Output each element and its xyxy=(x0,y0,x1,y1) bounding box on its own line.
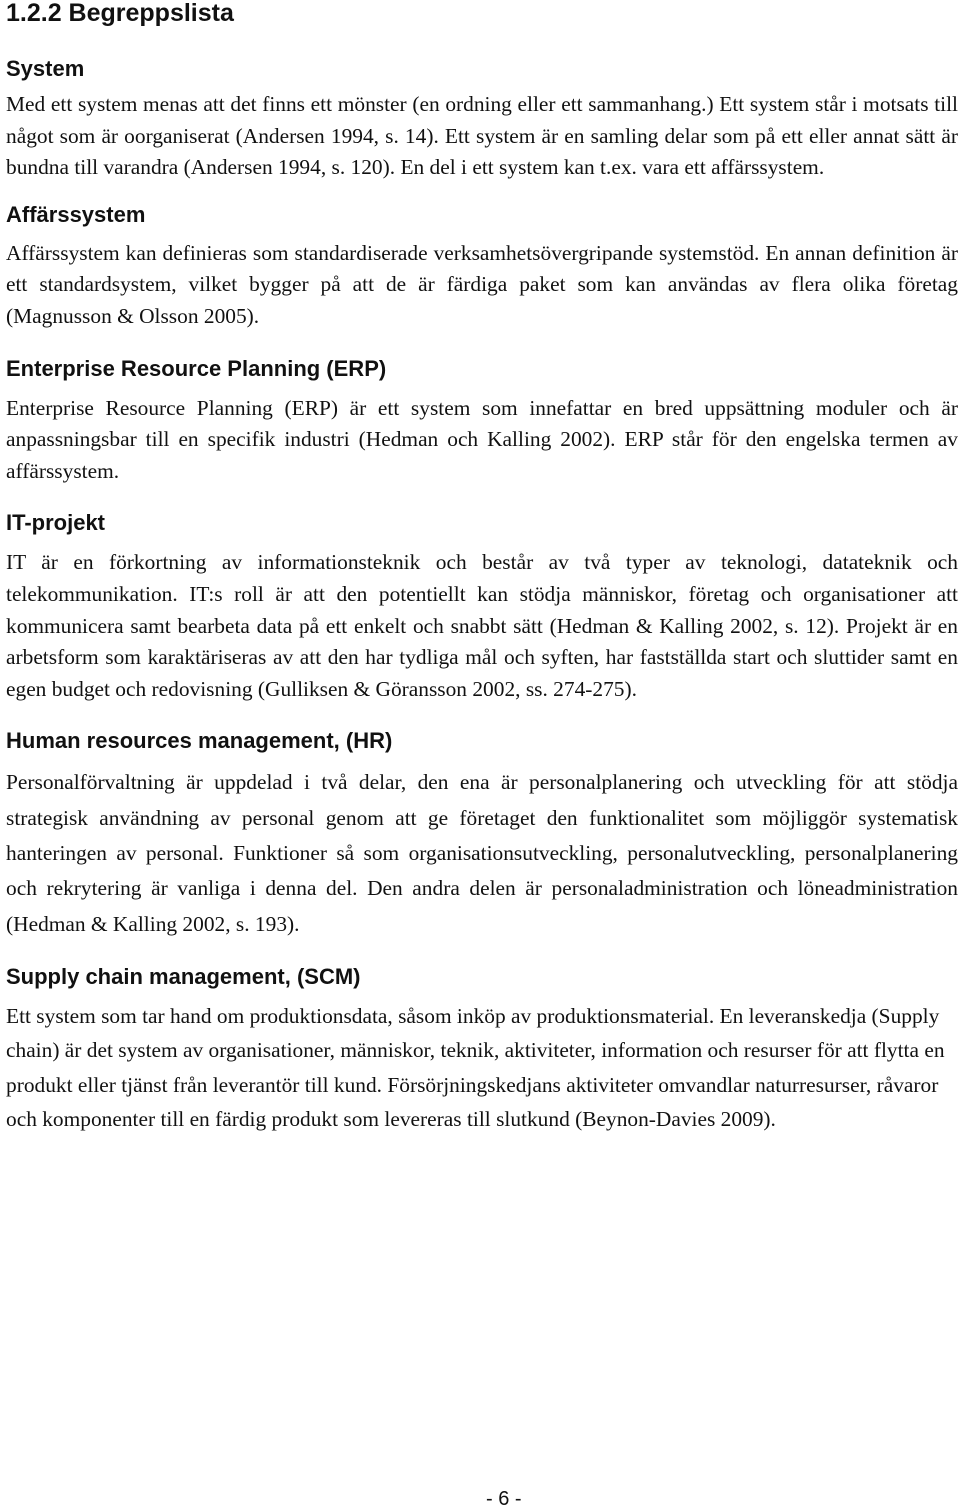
section-body-erp: Enterprise Resource Planning (ERP) är ett system som innefattar en bred uppsättning moduler och är anpassningsbar till en specifik industri (Hedman och Kalling 2002). ERP står för den engelska termen av affärssystem. xyxy=(6,395,958,483)
section-body-system: Med ett system menas att det finns ett mönster (en ordning eller ett sammanhang.) Ett system står i motsats till något som är oorganiserat (Andersen 1994, s. 14). Ett system är en samling delar som på ett eller annat sätt är bundna till varandra (Andersen 1994, s. 120). En del i ett system kan t.ex. vara ett affärssystem. xyxy=(6,92,958,180)
section-heading-hr: Human resources management, (HR) xyxy=(6,728,393,754)
section-body-scm: Ett system som tar hand om produktionsdata, såsom inköp av produktionsmaterial. En leveranskedja (Supply chain) är det system av organisationer, människor, teknik, aktiviteter, information och resurser för att flytta en produkt eller tjänst från leverantör till kund. Försörjningskedjans aktiviteter omvandlar naturresurser, råvaror och komponenter till en färdig produkt som levereras till slutkund (Beynon-Davies 2009). xyxy=(6,1003,945,1132)
section-heading-erp: Enterprise Resource Planning (ERP) xyxy=(6,355,387,381)
section-body-affarssystem: Affärssystem kan definieras som standardiserade verksamhetsövergripande systemstöd. En annan definition är ett standardsystem, vilket bygger på att de är färdiga paket som kan användas av flera olika företag (Magnusson & Olsson 2005). xyxy=(6,240,958,328)
page-number: - 6 - xyxy=(486,1488,522,1510)
document-page xyxy=(6,0,958,1136)
section-heading-system: System xyxy=(6,56,85,81)
section-heading-scm: Supply chain management, (SCM) xyxy=(6,963,361,989)
section-heading-it-projekt: IT-projekt xyxy=(6,510,106,536)
chapter-heading: 1.2.2 Begreppslista xyxy=(6,0,234,27)
section-heading-affarssystem: Affärssystem xyxy=(6,201,146,227)
section-body-it-projekt: IT är en förkortning av informationsteknik och består av två typer av teknologi, datateknik och telekommunikation. IT:s roll är att den potentiellt kan stödja människor, företag och organisationer att kommunicera samt bearbeta data på ett enkelt och snabbt sätt (Hedman & Kalling 2002, s. 12). Projekt är en arbetsform som karaktäriseras av att den har tydliga mål och syften, har fastställda start och sluttider samt en egen budget och redovisning (Gulliksen & Göransson 2002, ss. 274-275). xyxy=(6,550,958,701)
section-body-hr: Personalförvaltning är uppdelad i två delar, den ena är personalplanering och utveckling för att stödja strategisk användning av personal genom att ge företaget den funktionalitet som möjliggör systematisk hanteringen av personal. Funktioner så som organisationsutveckling, personalutveckling, personalplanering och rekrytering är vanliga i denna del. Den andra delen är personaladministration och löneadministration (Hedman & Kalling 2002, s. 193). xyxy=(6,770,958,936)
